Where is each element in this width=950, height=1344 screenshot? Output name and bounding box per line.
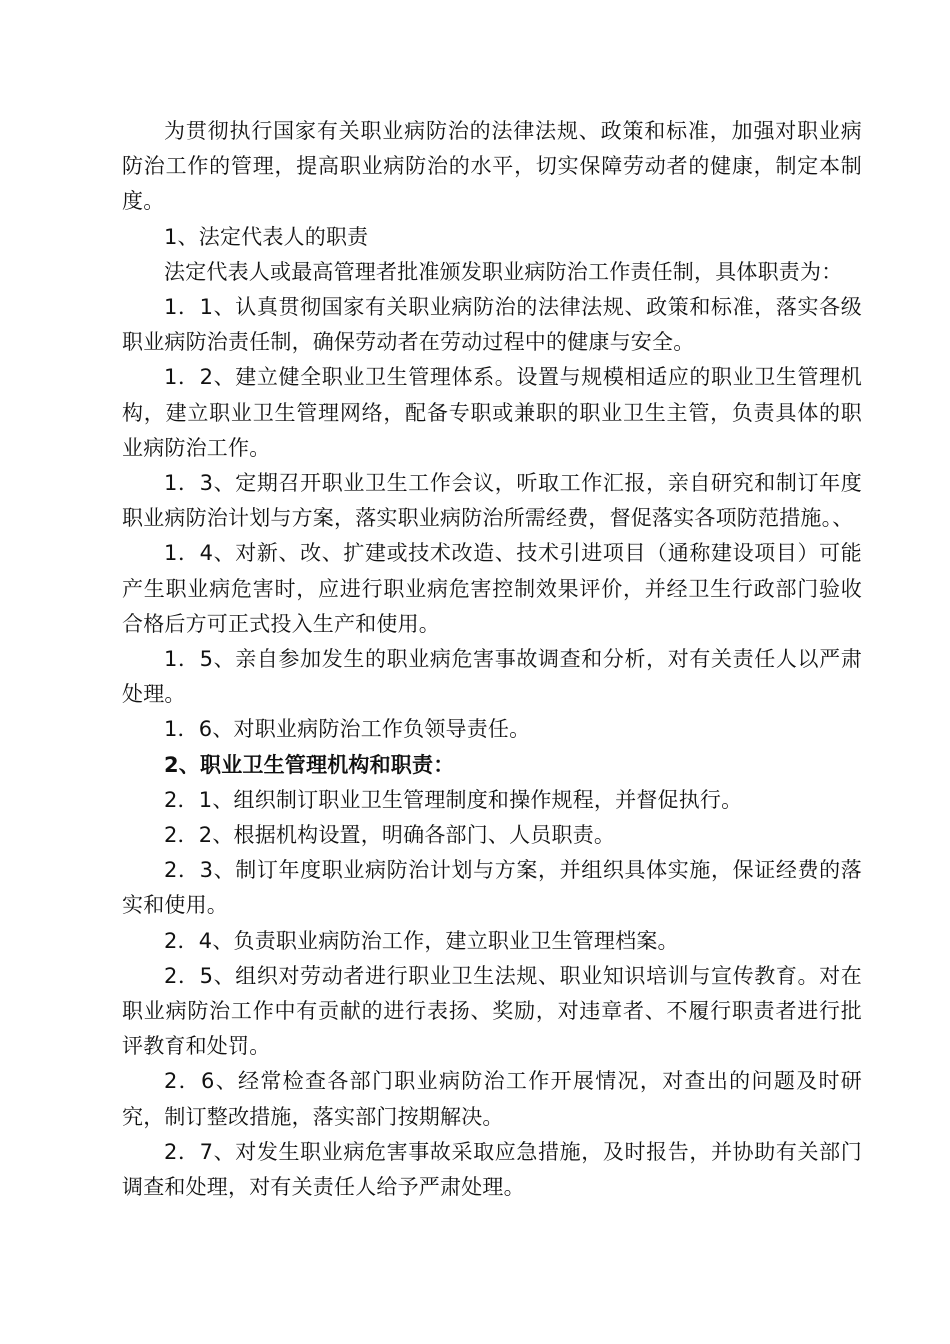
clause-2-3: 2．3、制订年度职业病防治计划与方案，并组织具体实施，保证经费的落实和使用。	[122, 858, 862, 918]
clause-2-6: 2．6、经常检查各部门职业病防治工作开展情况，对查出的问题及时研究，制订整改措施，落实部门按期解决。	[122, 1069, 862, 1129]
document-page	[122, 114, 862, 1205]
clause-1-1: 1．1、认真贯彻国家有关职业病防治的法律法规、政策和标准，落实各级职业病防治责任制，确保劳动者在劳动过程中的健康与安全。	[122, 295, 862, 355]
clause-2-7: 2．7、对发生职业病危害事故采取应急措施，及时报告，并协助有关部门调查和处理，对有关责任人给予严肃处理。	[122, 1139, 862, 1200]
clause-2-4: 2．4、负责职业病防治工作，建立职业卫生管理档案。	[164, 928, 679, 953]
section-2-heading: 2、职业卫生管理机构和职责：	[164, 752, 455, 777]
clause-2-5: 2．5、组织对劳动者进行职业卫生法规、职业知识培训与宣传教育。对在职业病防治工作中有贡献的进行表扬、奖励，对违章者、不履行职责者进行批评教育和处罚。	[122, 963, 862, 1059]
clause-1-2: 1．2、建立健全职业卫生管理体系。设置与规模相适应的职业卫生管理机构，建立职业卫生管理网络，配备专职或兼职的职业卫生主管，负责具体的职业病防治工作。	[122, 365, 862, 460]
section-1-heading: 1、法定代表人的职责	[164, 224, 369, 249]
clause-2-1: 2．1、组织制订职业卫生管理制度和操作规程，并督促执行。	[164, 787, 743, 812]
clause-2-2: 2．2、根据机构设置，明确各部门、人员职责。	[164, 823, 616, 848]
clause-1-6: 1．6、对职业病防治工作负领导责任。	[164, 717, 531, 742]
clause-1-5: 1．5、亲自参加发生的职业病危害事故调查和分析，对有关责任人以严肃处理。	[122, 647, 862, 707]
intro-paragraph: 为贯彻执行国家有关职业病防治的法律法规、政策和标准，加强对职业病防治工作的管理，提高职业病防治的水平，切实保障劳动者的健康，制定本制度。	[122, 119, 862, 214]
section-1-intro: 法定代表人或最高管理者批准颁发职业病防治工作责任制，具体职责为：	[164, 259, 843, 284]
clause-1-3: 1．3、定期召开职业卫生工作会议，听取工作汇报，亲自研究和制订年度职业病防治计划与方案，落实职业病防治所需经费，督促落实各项防范措施。、	[122, 471, 862, 531]
clause-1-4: 1．4、对新、改、扩建或技术改造、技术引进项目（通称建设项目）可能产生职业病危害时，应进行职业病危害控制效果评价，并经卫生行政部门验收合格后方可正式投入生产和使用。	[122, 541, 862, 636]
